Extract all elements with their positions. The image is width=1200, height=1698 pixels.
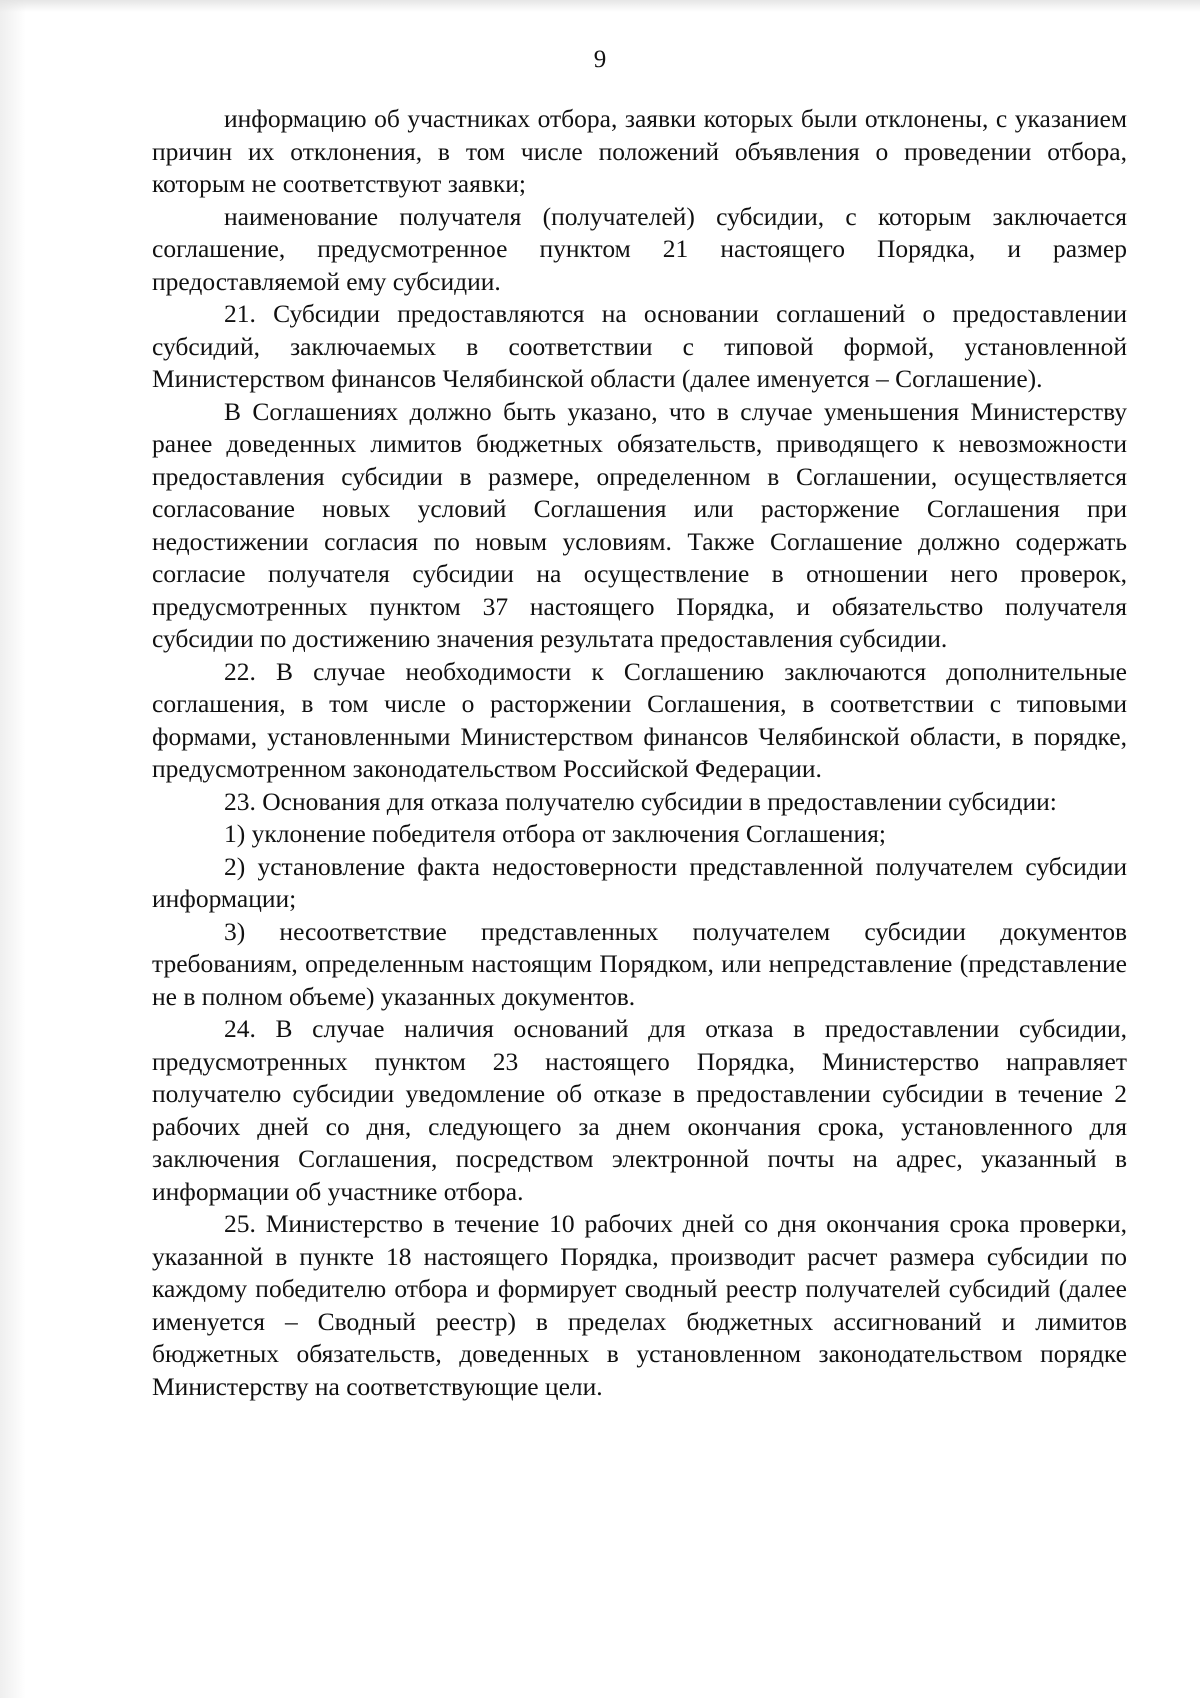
paragraph-agreement-conditions: В Соглашениях должно быть указано, что в случае уменьшения Министерству ранее доведенных лимитов бюджетных обязательств, приводящего к невозможности предоставления субсидии в размере, определенном в Соглашении, осуществляется согласование новых условий Соглашения или расторжение Соглашения при недостижении согласия по новым условиям. Также Соглашение должно содержать согласие получателя субсидии на осуществление в отношении него проверок, предусмотренных пунктом 37 настоящего Порядка, и обязательство получателя субсидии по достижению значения результата предоставления субсидии. xyxy=(152,396,1127,653)
document-body xyxy=(152,103,1127,1403)
paragraph-item-21: 21. Субсидии предоставляются на основании соглашений о предоставлении субсидий, заключаемых в соответствии с типовой формой, установленной Министерством финансов Челябинской области (далее именуется – Соглашение). xyxy=(152,299,1127,393)
page-number: 9 xyxy=(593,46,607,73)
paragraph-item-23-2: 2) установление факта недостоверности представленной получателем субсидии информации; xyxy=(152,851,1127,913)
paragraph-item-25: 25. Министерство в течение 10 рабочих дней со дня окончания срока проверки, указанной в пункте 18 настоящего Порядка, производит расчет размера субсидии по каждому победителю отбора и формирует сводный реестр получателей субсидий (далее именуется – Сводный реестр) в пределах бюджетных ассигнований и лимитов бюджетных обязательств, доведенных в установленном законодательством порядке Министерству на соответствующие цели. xyxy=(152,1209,1127,1401)
scan-left-edge xyxy=(0,0,26,1698)
paragraph-item-22: 22. В случае необходимости к Соглашению заключаются дополнительные соглашения, в том числе о расторжении Соглашения, в соответствии с типовыми формами, установленными Министерством финансов Челябинской области, в порядке, предусмотренном законодательством Российской Федерации. xyxy=(152,656,1127,783)
paragraph-item-23-3: 3) несоответствие представленных получателем субсидии документов требованиям, определенным настоящим Порядком, или непредставление (представление не в полном объеме) указанных документов. xyxy=(152,916,1127,1011)
paragraph-recipient-name: наименование получателя (получателей) субсидии, с которым заключается соглашение, предусмотренное пунктом 21 настоящего Порядка, и размер предоставляемой ему субсидии. xyxy=(152,201,1127,296)
paragraph-rejected-participants-info: информацию об участниках отбора, заявки которых были отклонены, с указанием причин их отклонения, в том числе положений объявления о проведении отбора, которым не соответствуют заявки; xyxy=(152,104,1127,198)
paragraph-item-24: 24. В случае наличия оснований для отказа в предоставлении субсидии, предусмотренных пунктом 23 настоящего Порядка, Министерство направляет получателю субсидии уведомление об отказе в предоставлении субсидии в течение 2 рабочих дней со дня, следующего за днем окончания срока, установленного для заключения Соглашения, посредством электронной почты на адрес, указанный в информации об участнике отбора. xyxy=(152,1014,1127,1206)
paragraph-item-23-1: 1) уклонение победителя отбора от заключения Соглашения; xyxy=(224,819,886,848)
paragraph-item-23: 23. Основания для отказа получателю субсидии в предоставлении субсидии: xyxy=(224,786,1057,816)
scan-top-edge xyxy=(0,0,1200,12)
